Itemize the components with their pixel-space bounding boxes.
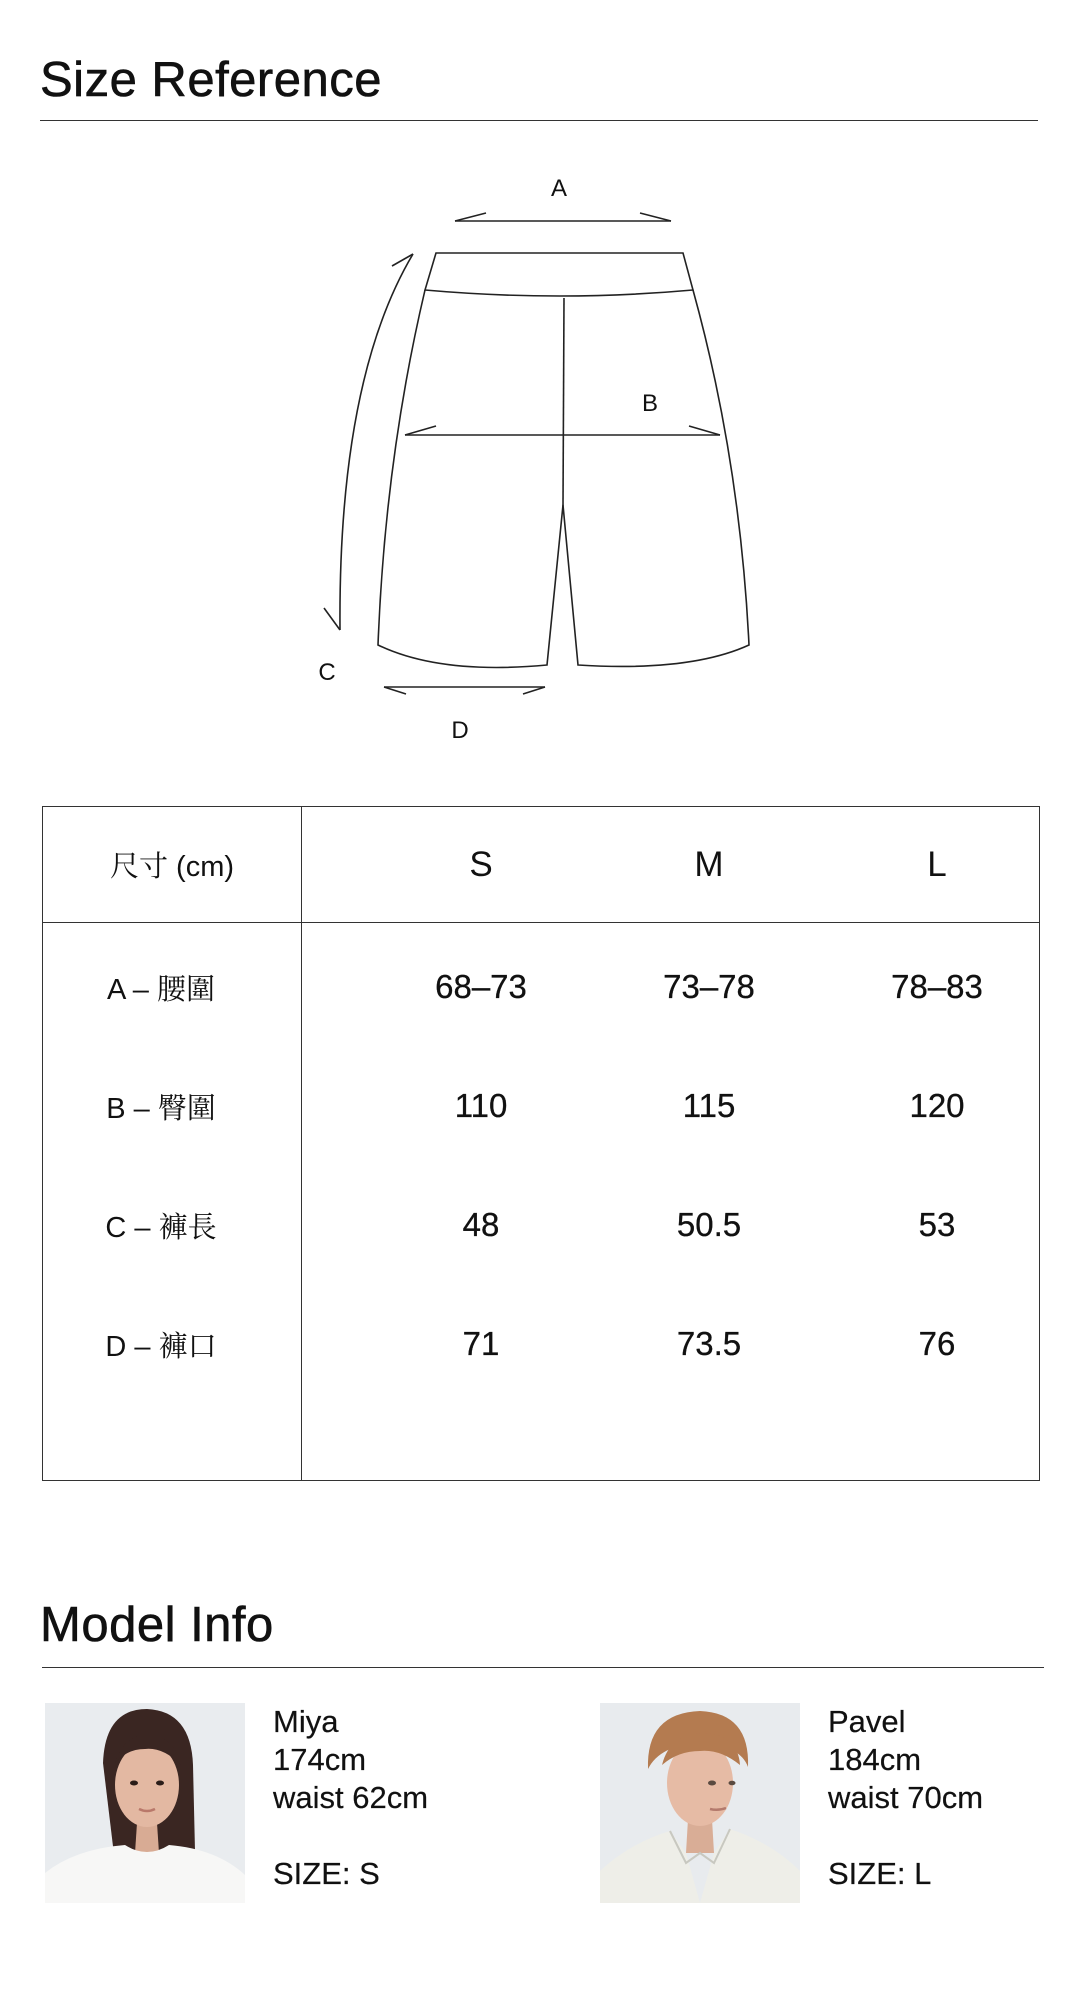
model-photo-pavel <box>600 1703 800 1903</box>
shorts-outline <box>378 253 749 668</box>
model-size: SIZE: S <box>273 1856 380 1891</box>
table-cell: 68–73 <box>435 968 527 1005</box>
table-cell: 53 <box>918 1206 956 1243</box>
table-cell: 71 <box>462 1325 500 1362</box>
model-waist: waist 62cm <box>273 1780 429 1815</box>
size-header-l: L <box>927 844 947 884</box>
table-corner-header: 尺寸 (cm) <box>109 851 235 883</box>
model-card-miya <box>45 1703 545 1903</box>
model-info-pavel <box>828 1703 983 1893</box>
model-height: 184cm <box>828 1742 922 1777</box>
model-height: 174cm <box>273 1742 367 1777</box>
table-cell: 110 <box>454 1087 508 1124</box>
model-name: Miya <box>273 1704 339 1739</box>
label-d: D <box>451 717 469 744</box>
table-cell: 73.5 <box>676 1325 742 1362</box>
table-cell: 50.5 <box>676 1206 742 1243</box>
model-info-title: Model Info <box>40 1598 274 1652</box>
measure-c-curve <box>324 254 413 630</box>
size-header-s: S <box>469 844 493 884</box>
row-label-length: C – 褲長 <box>105 1211 217 1244</box>
model-waist: waist 70cm <box>828 1780 984 1815</box>
table-cell: 73–78 <box>663 968 755 1005</box>
shorts-measurement-diagram <box>0 140 1080 770</box>
measure-b-line <box>405 426 720 435</box>
model-info-divider <box>42 1667 1044 1668</box>
row-label-leg-opening: D – 褲口 <box>105 1330 217 1363</box>
model-size: SIZE: L <box>828 1856 932 1891</box>
size-reference-title: Size Reference <box>40 53 383 107</box>
row-label-hip: B – 臀圍 <box>106 1092 216 1125</box>
table-cell: 120 <box>909 1087 965 1124</box>
table-header-divider <box>43 922 1039 923</box>
measure-a-line <box>455 213 671 221</box>
table-cell: 48 <box>462 1206 500 1243</box>
label-b: B <box>641 390 659 417</box>
size-table <box>42 806 1040 1481</box>
table-cell: 78–83 <box>891 968 983 1005</box>
row-label-waist: A – 腰圍 <box>107 973 215 1006</box>
table-cell: 115 <box>682 1087 736 1124</box>
label-a: A <box>550 175 568 202</box>
model-name: Pavel <box>828 1704 906 1739</box>
model-photo-miya <box>45 1703 245 1903</box>
label-c: C <box>318 659 336 686</box>
table-column-divider <box>301 807 302 1480</box>
model-info-miya <box>273 1703 428 1893</box>
title-divider <box>40 120 1038 121</box>
model-card-pavel <box>600 1703 1060 1903</box>
measure-d-line <box>384 687 545 694</box>
table-cell: 76 <box>918 1325 956 1362</box>
size-header-m: M <box>694 844 724 884</box>
